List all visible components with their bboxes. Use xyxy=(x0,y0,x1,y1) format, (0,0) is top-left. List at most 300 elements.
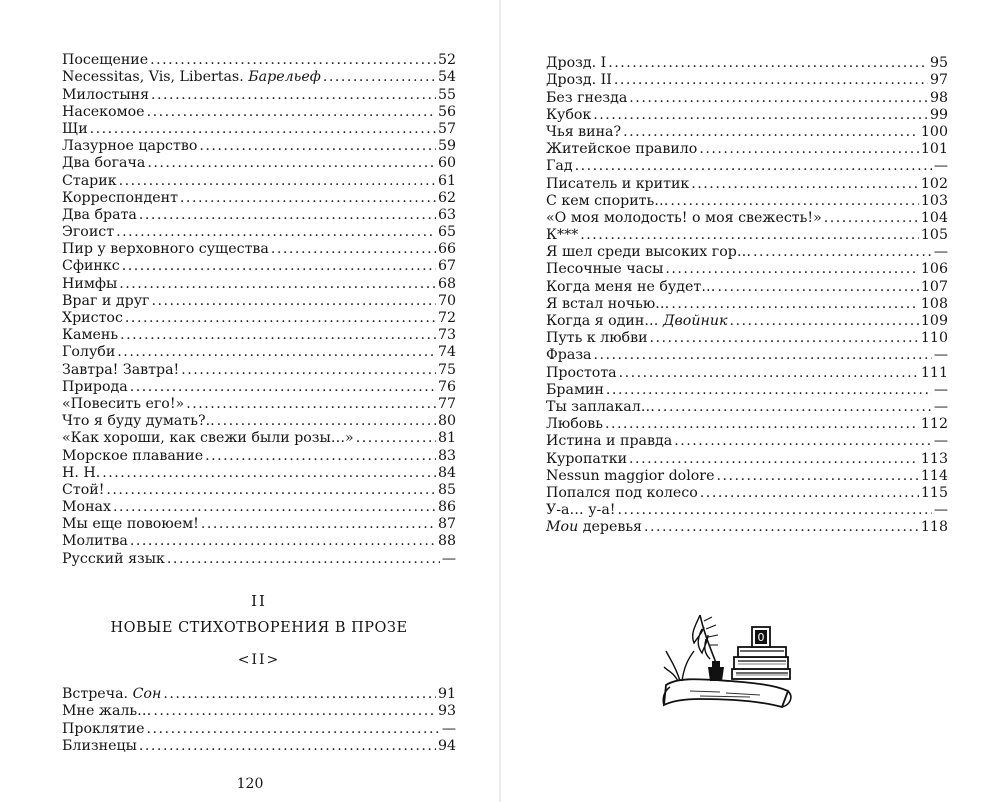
toc-entry-title-text: Два богача xyxy=(62,155,146,172)
toc-entry-page: — xyxy=(441,720,456,737)
toc-entry-title-text: С кем спорить… xyxy=(546,192,669,209)
toc-entry-title xyxy=(62,362,179,379)
toc-dot-leader xyxy=(271,241,436,258)
toc-entry-title xyxy=(62,379,128,396)
toc-dot-leader xyxy=(700,485,919,502)
toc-entry-title-italic: Сон xyxy=(132,686,162,703)
toc-entry-title-text: Морское плавание xyxy=(62,447,204,464)
toc-entry-title xyxy=(546,90,627,107)
toc-entry-title-text: Насекомое xyxy=(62,103,145,120)
toc-entry-title-text: Сфинкс xyxy=(62,258,120,275)
toc-entry-title xyxy=(546,141,697,158)
toc-entry-title-text: Пир у верховного существа xyxy=(62,241,269,258)
toc-entry-title xyxy=(62,104,145,121)
toc-entry xyxy=(62,465,456,482)
page-fold xyxy=(499,0,501,802)
toc-entry-page: 94 xyxy=(437,737,456,754)
toc-entry-title-text: Эгоист xyxy=(62,224,115,241)
toc-dot-leader xyxy=(691,176,919,193)
toc-entry-title-italic: Двойник xyxy=(663,313,728,329)
toc-dot-leader xyxy=(139,738,436,755)
toc-entry-title xyxy=(546,519,642,536)
toc-entry-page: — xyxy=(933,381,948,398)
toc-entry-page: 87 xyxy=(437,516,456,533)
toc-entry xyxy=(62,69,456,86)
toc-dot-leader xyxy=(151,87,436,104)
toc-entry-title-text: Встреча. xyxy=(62,686,133,703)
toc-entry-title-text: Камень xyxy=(62,327,119,344)
toc-dot-leader xyxy=(580,227,919,244)
toc-entry-page: 97 xyxy=(929,72,948,89)
toc-entry-title-text: Стой! xyxy=(62,481,105,498)
toc-entry-title-italic: Мои xyxy=(546,519,579,536)
toc-entry-page: 74 xyxy=(437,344,456,361)
toc-entry-title xyxy=(546,399,655,416)
toc-entry-title-text: Близнецы xyxy=(62,737,137,754)
toc-dot-leader xyxy=(119,276,436,293)
toc-entry xyxy=(546,382,948,399)
toc-entry-title-text: Корреспондент xyxy=(62,189,178,206)
toc-entry xyxy=(62,430,456,447)
toc-dot-leader xyxy=(122,258,436,275)
toc-entry-title xyxy=(62,224,114,241)
toc-entry-title xyxy=(62,721,145,738)
toc-section-list xyxy=(62,686,456,755)
toc-entry xyxy=(546,416,948,433)
toc-entry-title xyxy=(62,121,88,138)
toc-entry-title xyxy=(546,313,727,330)
toc-entry-page: 86 xyxy=(437,499,456,516)
toc-entry xyxy=(62,738,456,755)
toc-dot-leader xyxy=(120,327,436,344)
toc-dot-leader xyxy=(671,296,919,313)
toc-dot-leader xyxy=(614,72,928,89)
toc-dot-leader xyxy=(670,193,918,210)
toc-dot-leader xyxy=(674,433,932,450)
toc-entry-title xyxy=(62,396,184,413)
toc-dot-leader xyxy=(608,55,928,72)
toc-dot-leader xyxy=(699,141,919,158)
toc-entry-title xyxy=(62,430,354,447)
toc-entry xyxy=(62,499,456,516)
toc-entry-page: 98 xyxy=(929,89,948,106)
toc-entry-title xyxy=(62,448,203,465)
toc-left-column xyxy=(62,52,456,568)
toc-entry-page: 113 xyxy=(920,450,948,467)
toc-dot-leader xyxy=(201,516,436,533)
toc-dot-leader xyxy=(125,310,436,327)
toc-entry-page: 61 xyxy=(437,172,456,189)
toc-dot-leader xyxy=(605,416,919,433)
toc-entry-page: 111 xyxy=(920,364,948,381)
toc-entry-page: 77 xyxy=(437,395,456,412)
toc-entry-page: 62 xyxy=(437,189,456,206)
toc-dot-leader xyxy=(753,244,932,261)
toc-entry xyxy=(62,86,456,103)
toc-entry-title xyxy=(546,124,621,141)
toc-dot-leader xyxy=(90,121,436,138)
toc-entry-page: 65 xyxy=(437,224,456,241)
toc-entry-page: — xyxy=(933,158,948,175)
toc-dot-leader xyxy=(151,293,435,310)
desk-vignette-illustration xyxy=(660,607,800,719)
toc-dot-leader xyxy=(147,155,436,172)
toc-entry-title-text: Песочные часы xyxy=(546,261,664,278)
toc-entry-page: 73 xyxy=(437,327,456,344)
toc-entry-title-rest: деревья xyxy=(578,519,643,536)
toc-entry-title-text: Два брата xyxy=(62,206,137,223)
toc-entry-title-text: Природа xyxy=(62,378,128,395)
toc-entry-title xyxy=(546,244,751,261)
toc-entry-title xyxy=(62,465,100,482)
toc-entry-page: 66 xyxy=(437,241,456,258)
toc-entry-title xyxy=(62,499,111,516)
toc-entry xyxy=(546,193,948,210)
toc-entry-title-text: Посещение xyxy=(62,52,149,69)
toc-entry-page: 103 xyxy=(920,192,948,209)
toc-entry-page: 88 xyxy=(437,533,456,550)
toc-entry-title xyxy=(62,69,321,86)
toc-entry-title-text: Русский язык xyxy=(62,550,165,567)
toc-entry xyxy=(546,330,948,347)
toc-entry-title xyxy=(546,330,648,347)
section-subtitle: <II> xyxy=(237,652,281,668)
toc-dot-leader xyxy=(147,721,440,738)
toc-entry xyxy=(546,244,948,261)
toc-dot-leader xyxy=(153,703,436,720)
toc-dot-leader xyxy=(729,313,918,330)
toc-entry-title xyxy=(62,551,165,568)
toc-entry-title-text: Я шел среди высоких гор… xyxy=(546,244,752,261)
toc-entry xyxy=(62,396,456,413)
toc-entry-page: 84 xyxy=(437,464,456,481)
toc-entry-title xyxy=(62,207,137,224)
toc-dot-leader xyxy=(113,499,436,516)
toc-dot-leader xyxy=(106,482,436,499)
toc-dot-leader xyxy=(199,138,436,155)
toc-dot-leader xyxy=(139,207,436,224)
toc-dot-leader xyxy=(130,533,436,550)
toc-entry-title-text: Путь к любви xyxy=(546,330,648,347)
toc-entry-page: 106 xyxy=(920,261,948,278)
toc-dot-leader xyxy=(181,362,436,379)
toc-entry-title-text: Писатель и критик xyxy=(546,175,690,192)
toc-entry-title-text: Мы еще повоюем! xyxy=(62,516,199,533)
toc-entry xyxy=(62,190,456,207)
toc-entry xyxy=(62,344,456,361)
toc-entry-title xyxy=(62,686,161,703)
toc-entry-title xyxy=(62,155,145,172)
toc-entry-title-text: Гад xyxy=(546,158,573,175)
toc-entry-page: 72 xyxy=(437,310,456,326)
toc-entry-title-text: «Повесить его!» xyxy=(62,395,185,412)
toc-entry-title-text: Без гнезда xyxy=(546,89,628,106)
toc-entry-title-text: Простота xyxy=(546,364,617,381)
toc-entry-page: 60 xyxy=(437,155,456,172)
toc-entry-page: 93 xyxy=(437,703,456,720)
toc-entry xyxy=(546,485,948,502)
toc-entry-title xyxy=(546,107,591,124)
toc-entry xyxy=(62,516,456,533)
toc-entry-title-text: Монах xyxy=(62,499,111,516)
page-number: 120 xyxy=(236,776,264,792)
toc-entry xyxy=(546,210,948,227)
toc-entry xyxy=(62,138,456,155)
toc-entry-page: 54 xyxy=(437,69,456,86)
toc-entry-page: 114 xyxy=(920,467,948,484)
toc-entry-title xyxy=(546,485,698,502)
toc-entry xyxy=(62,293,456,310)
toc-entry-title-text: Старик xyxy=(62,172,117,189)
toc-entry-title xyxy=(546,468,714,485)
toc-dot-leader xyxy=(117,344,436,361)
toc-entry-page: 109 xyxy=(920,313,948,329)
toc-entry-page: 57 xyxy=(437,120,456,137)
toc-dot-leader xyxy=(619,365,919,382)
toc-entry-title-text: Дрозд. II xyxy=(546,72,612,89)
toc-entry xyxy=(546,261,948,278)
toc-entry-title-text: Молитва xyxy=(62,533,128,550)
calendar-digit: 0 xyxy=(757,631,765,644)
toc-entry xyxy=(546,502,948,519)
toc-entry xyxy=(546,107,948,124)
toc-entry xyxy=(62,550,456,567)
toc-entry xyxy=(62,703,456,720)
toc-entry xyxy=(546,72,948,89)
toc-entry-title-text: Мне жаль… xyxy=(62,703,152,720)
toc-entry-page: 76 xyxy=(437,378,456,395)
toc-entry-title xyxy=(62,516,199,533)
toc-entry xyxy=(62,327,456,344)
toc-entry xyxy=(546,450,948,467)
toc-entry-title-text: Фраза xyxy=(546,347,592,364)
toc-entry-title xyxy=(62,52,148,69)
toc-dot-leader xyxy=(629,90,928,107)
toc-entry-title-text: Попался под колесо xyxy=(546,484,698,501)
toc-entry-page: 52 xyxy=(437,52,456,69)
toc-entry-title xyxy=(62,533,128,550)
toc-dot-leader xyxy=(665,261,919,278)
toc-dot-leader xyxy=(186,396,436,413)
toc-entry xyxy=(62,207,456,224)
toc-entry xyxy=(62,720,456,737)
toc-entry xyxy=(62,310,456,327)
toc-right-column xyxy=(546,55,948,536)
toc-entry xyxy=(62,241,456,258)
toc-entry-page: — xyxy=(441,550,456,567)
toc-entry-page: 85 xyxy=(437,481,456,498)
toc-entry-page: 115 xyxy=(920,484,948,501)
toc-entry-title xyxy=(546,296,669,313)
toc-entry-title xyxy=(62,738,137,755)
toc-entry xyxy=(62,533,456,550)
toc-dot-leader xyxy=(147,104,436,121)
toc-dot-leader xyxy=(217,413,436,430)
toc-entry-title-text: Н. Н. xyxy=(62,464,101,481)
toc-entry-title-text: Щи xyxy=(62,120,88,137)
toc-entry-title-text: Куропатки xyxy=(546,450,628,467)
toc-entry-title-text: «Как хороши, как свежи были розы…» xyxy=(62,430,354,447)
toc-entry-title xyxy=(546,365,617,382)
toc-dot-leader xyxy=(323,69,436,86)
toc-entry-page: 108 xyxy=(920,295,948,312)
toc-entry-title-text: К*** xyxy=(546,227,579,244)
toc-entry-page: 56 xyxy=(437,103,456,120)
toc-entry xyxy=(546,468,948,485)
toc-entry xyxy=(62,104,456,121)
toc-entry-title xyxy=(546,279,715,296)
toc-entry-title xyxy=(62,190,178,207)
toc-entry xyxy=(546,433,948,450)
toc-entry-title-text: «О моя молодость! о моя свежесть!» xyxy=(546,209,822,226)
toc-dot-leader xyxy=(606,382,932,399)
toc-entry-page: 91 xyxy=(437,686,456,703)
toc-entry xyxy=(62,361,456,378)
toc-entry xyxy=(62,258,456,275)
toc-entry-title-text: Чья вина? xyxy=(546,123,622,140)
toc-entry-title xyxy=(62,87,149,104)
toc-entry-page: 80 xyxy=(437,413,456,430)
toc-entry xyxy=(62,224,456,241)
toc-dot-leader xyxy=(163,686,436,703)
toc-entry xyxy=(546,141,948,158)
toc-entry-title xyxy=(546,210,822,227)
toc-entry-title-text: Necessitas, Vis, Libertas. xyxy=(62,69,249,86)
toc-entry-page: — xyxy=(933,502,948,519)
toc-entry-title xyxy=(62,241,269,258)
toc-entry-page: 99 xyxy=(929,106,948,123)
toc-entry-title-text: Голуби xyxy=(62,344,116,361)
toc-entry-title-text: Что я буду думать?.. xyxy=(62,413,215,430)
toc-entry-title xyxy=(62,344,115,361)
toc-dot-leader xyxy=(102,465,436,482)
toc-entry-page: 100 xyxy=(920,123,948,140)
toc-entry-title xyxy=(546,451,627,468)
toc-dot-leader xyxy=(650,330,919,347)
toc-entry-page: 104 xyxy=(920,209,948,226)
toc-dot-leader xyxy=(623,124,919,141)
toc-entry-page: — xyxy=(933,244,948,261)
toc-entry-page: 70 xyxy=(437,292,456,309)
toc-entry-title xyxy=(62,293,149,310)
toc-entry-title xyxy=(546,347,592,364)
toc-entry-title xyxy=(546,193,668,210)
toc-dot-leader xyxy=(824,210,919,227)
toc-dot-leader xyxy=(629,451,919,468)
toc-entry-title-italic: Барельеф xyxy=(248,69,321,86)
toc-entry-title xyxy=(62,310,123,327)
toc-entry xyxy=(546,175,948,192)
toc-entry-title-text: Проклятие xyxy=(62,720,145,737)
toc-entry-page: 63 xyxy=(437,206,456,223)
toc-entry-page: 101 xyxy=(920,141,948,158)
toc-entry xyxy=(546,399,948,416)
toc-dot-leader xyxy=(717,279,918,296)
toc-dot-leader xyxy=(618,502,932,519)
toc-entry-page: — xyxy=(933,433,948,450)
toc-entry-title xyxy=(546,433,672,450)
toc-entry-title xyxy=(62,327,118,344)
toc-entry-title-text: Когда я один… xyxy=(546,313,664,329)
toc-entry xyxy=(546,124,948,141)
toc-dot-leader xyxy=(593,107,928,124)
toc-dot-leader xyxy=(716,468,918,485)
toc-entry-title-text: Завтра! Завтра! xyxy=(62,361,180,378)
toc-entry-title xyxy=(546,382,604,399)
toc-entry-title xyxy=(546,176,689,193)
toc-entry xyxy=(62,686,456,703)
toc-dot-leader xyxy=(150,52,436,69)
toc-entry-title xyxy=(62,258,120,275)
toc-entry-title xyxy=(546,55,606,72)
toc-entry-title xyxy=(62,413,215,430)
toc-entry-title-text: Дрозд. I xyxy=(546,55,607,72)
toc-entry-title xyxy=(62,173,117,190)
toc-entry-title xyxy=(546,227,578,244)
toc-entry-page: 112 xyxy=(920,416,948,433)
toc-entry xyxy=(62,482,456,499)
toc-entry-page: 59 xyxy=(437,138,456,155)
toc-entry-title-text: Лазурное царство xyxy=(62,138,198,155)
toc-entry xyxy=(62,413,456,430)
toc-entry-title-text: Я встал ночью… xyxy=(546,295,670,312)
toc-entry-title xyxy=(62,482,104,499)
toc-dot-leader xyxy=(575,158,932,175)
toc-entry-page: 95 xyxy=(929,55,948,72)
toc-dot-leader xyxy=(130,379,436,396)
toc-entry-title-text: Любовь xyxy=(546,416,603,433)
toc-entry-title-text: Кубок xyxy=(546,106,592,123)
toc-dot-leader xyxy=(594,347,932,364)
toc-dot-leader xyxy=(205,448,436,465)
toc-entry-title-text: Брамин xyxy=(546,381,604,398)
toc-entry xyxy=(62,155,456,172)
toc-entry-page: — xyxy=(933,347,948,364)
toc-entry-page: 67 xyxy=(437,258,456,275)
toc-entry-page: 83 xyxy=(437,447,456,464)
toc-dot-leader xyxy=(180,190,436,207)
toc-entry xyxy=(62,52,456,69)
toc-entry xyxy=(546,55,948,72)
toc-entry-title-text: Милостыня xyxy=(62,86,150,103)
toc-entry-title-text: У-а… у-а! xyxy=(546,502,616,519)
toc-entry-page: 110 xyxy=(920,330,948,347)
toc-entry-title-text: Враг и друг xyxy=(62,292,150,309)
toc-entry xyxy=(546,347,948,364)
toc-entry xyxy=(546,158,948,175)
toc-entry-title-text: Христос xyxy=(62,310,123,326)
toc-dot-leader xyxy=(657,399,932,416)
toc-entry-title-text: Ты заплакал… xyxy=(546,398,655,415)
toc-entry xyxy=(62,379,456,396)
toc-entry-page: 68 xyxy=(437,275,456,292)
toc-entry xyxy=(62,172,456,189)
toc-entry xyxy=(546,227,948,244)
toc-entry xyxy=(546,296,948,313)
toc-entry xyxy=(546,519,948,536)
toc-dot-leader xyxy=(644,519,919,536)
toc-entry xyxy=(546,278,948,295)
toc-entry-page: 105 xyxy=(920,227,948,244)
toc-entry xyxy=(546,364,948,381)
toc-entry-page: 81 xyxy=(437,430,456,447)
toc-entry xyxy=(62,447,456,464)
toc-entry-title xyxy=(546,416,603,433)
toc-dot-leader xyxy=(116,224,436,241)
toc-entry-title xyxy=(62,276,117,293)
toc-entry-title-text: Истина и правда xyxy=(546,433,673,450)
toc-entry xyxy=(62,121,456,138)
